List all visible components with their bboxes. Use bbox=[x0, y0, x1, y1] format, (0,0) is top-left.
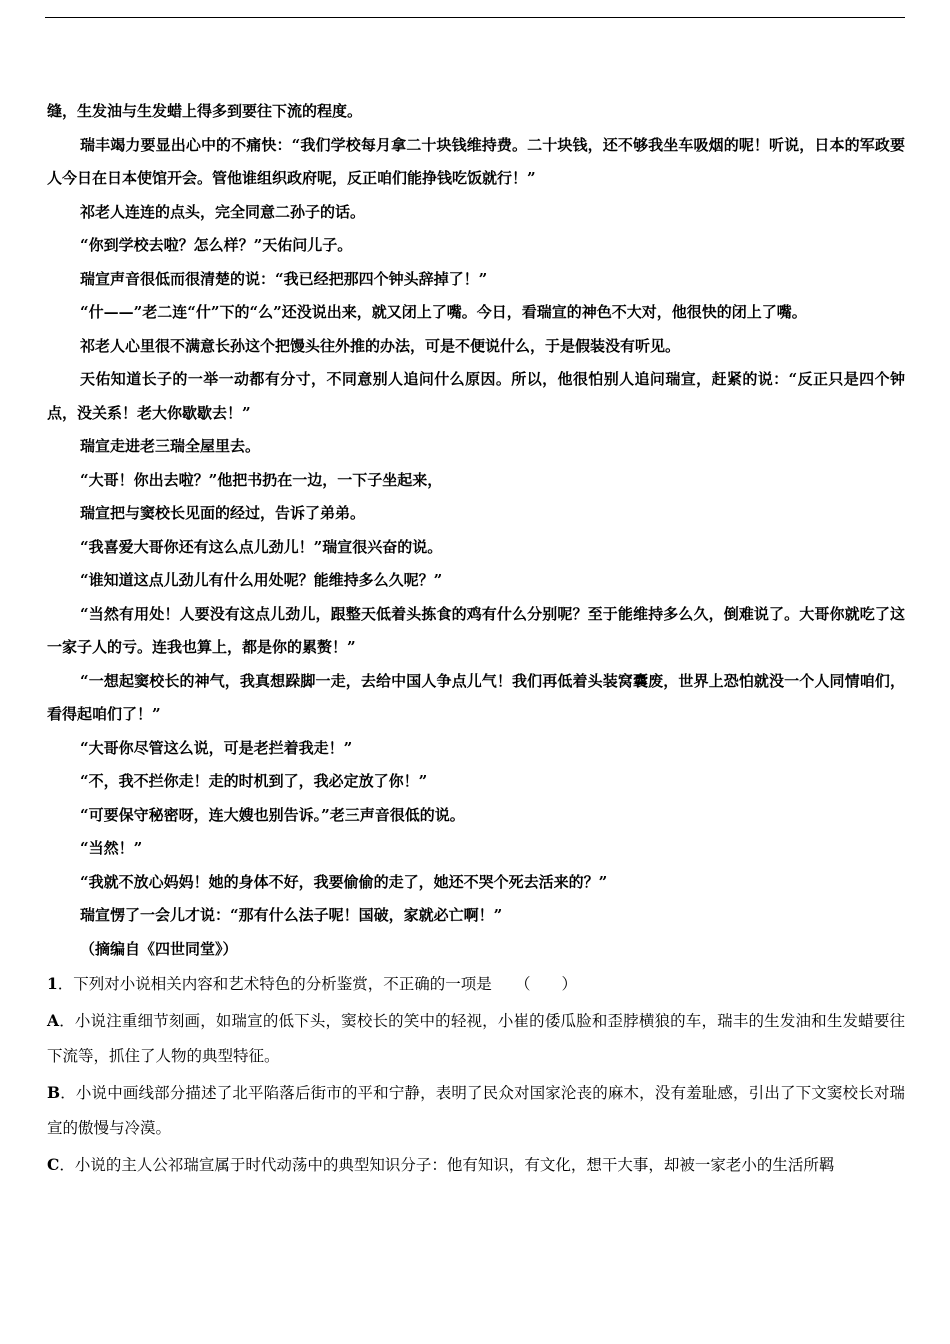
passage-paragraph: 瑞宣把与窦校长见面的经过，告诉了弟弟。 bbox=[80, 504, 366, 522]
option-a bbox=[47, 1003, 905, 1075]
source-citation: （摘编自《四世同堂》） bbox=[80, 939, 238, 958]
passage-paragraph: “我就不放心妈妈！她的身体不好，我要偷偷的走了，她还不哭个死去活来的？” bbox=[80, 872, 608, 891]
passage-paragraph: “当然！” bbox=[80, 839, 143, 857]
question-1 bbox=[47, 966, 905, 1183]
passage-paragraph: 瑞丰竭力要显出心中的不痛快：“我们学校每月拿二十块钱维持费。二十块钱，还不够我坐车吸烟的呢！听说，日本的军政要人今日在日本使馆开会。管他谁组织政府呢，反正咱们能挣钱吃饭就行！” bbox=[47, 135, 905, 187]
passage-paragraph: “可要保守秘密呀，连大嫂也别告诉。”老三声音很低的说。 bbox=[80, 805, 465, 824]
passage-paragraph: “你到学校去啦？怎么样？”天佑问儿子。 bbox=[80, 236, 353, 254]
passage-paragraph: 瑞宣愣了一会儿才说：“那有什么法子呢！国破，家就必亡啊！” bbox=[80, 906, 503, 924]
passage-paragraph: 天佑知道长子的一举一动都有分寸，不同意别人追问什么原因。所以，他很怕别人追问瑞宣，赶紧的说：“反正只是四个钟点，没关系！老大你歇歇去！” bbox=[47, 370, 905, 422]
passage-paragraph: 瑞宣声音很低而很清楚的说：“我已经把那四个钟头辞掉了！” bbox=[80, 269, 488, 288]
passage-paragraph: 祁老人连连的点头，完全同意二孙子的话。 bbox=[80, 202, 366, 221]
question-number: 1 bbox=[47, 974, 58, 993]
passage-paragraph: “什——”老二连“什”下的“么”还没说出来，就又闭上了嘴。今日，看瑞宣的神色不大对，他很快的闭上了嘴。 bbox=[80, 303, 807, 321]
passage bbox=[47, 95, 905, 966]
question-stem-text: ．下列对小说相关内容和艺术特色的分析鉴赏，不正确的一项是 （ ） bbox=[57, 975, 578, 993]
passage-paragraph: “一想起窦校长的神气，我真想跺脚一走，去给中国人争点儿气！我们再低着头装窝囊废，世界上恐怕就没一个人同情咱们，看得起咱们了！” bbox=[47, 671, 905, 723]
option-text: ．小说的主人公祁瑞宣属于时代动荡中的典型知识分子：他有知识，有文化，想干大事，却被一家老小的生活所羁 bbox=[59, 1155, 835, 1174]
option-label: C bbox=[47, 1154, 60, 1174]
passage-paragraph: 瑞宣走进老三瑞全屋里去。 bbox=[80, 437, 261, 455]
option-label: A bbox=[47, 1010, 60, 1030]
question-stem bbox=[47, 966, 905, 1003]
option-label: B bbox=[47, 1082, 61, 1102]
passage-paragraph: 祁老人心里很不满意长孙这个把馒头往外推的办法，可是不便说什么，于是假装没有听见。 bbox=[80, 336, 681, 355]
option-text: ．小说注重细节刻画，如瑞宣的低下头，窦校长的笑中的轻视，小崔的倭瓜脸和歪脖横狼的车，瑞丰的生发油和生发蜡要往下流等，抓住了人物的典型特征。 bbox=[47, 1011, 905, 1065]
passage-paragraph: “大哥你尽管这么说，可是老拦着我走！” bbox=[80, 738, 353, 757]
document-page bbox=[47, 95, 905, 1183]
passage-paragraph: “不，我不拦你走！走的时机到了，我必定放了你！” bbox=[80, 772, 428, 790]
passage-paragraph: “当然有用处！人要没有这点儿劲儿，跟整天低着头拣食的鸡有什么分别呢？至于能维持多么久，倒难说了。大哥你就吃了这一家子人的亏。连我也算上，都是你的累赘！” bbox=[47, 604, 905, 656]
header-rule bbox=[45, 17, 905, 18]
option-b bbox=[47, 1075, 905, 1147]
passage-paragraph: “我喜爱大哥你还有这么点儿劲儿！”瑞宣很兴奋的说。 bbox=[80, 537, 443, 556]
passage-paragraph: 缝，生发油与生发蜡上得多到要往下流的程度。 bbox=[47, 102, 363, 120]
passage-paragraph: “谁知道这点儿劲儿有什么用处呢？能维持多么久呢？” bbox=[80, 571, 443, 589]
passage-paragraph: “大哥！你出去啦？”他把书扔在一边，一下子坐起来， bbox=[80, 470, 443, 489]
option-text: ．小说中画线部分描述了北平陷落后街市的平和宁静，表明了民众对国家沦丧的麻木，没有羞耻感，引出了下文窦校长对瑞宣的傲慢与冷漠。 bbox=[47, 1083, 905, 1137]
option-c bbox=[47, 1147, 905, 1184]
